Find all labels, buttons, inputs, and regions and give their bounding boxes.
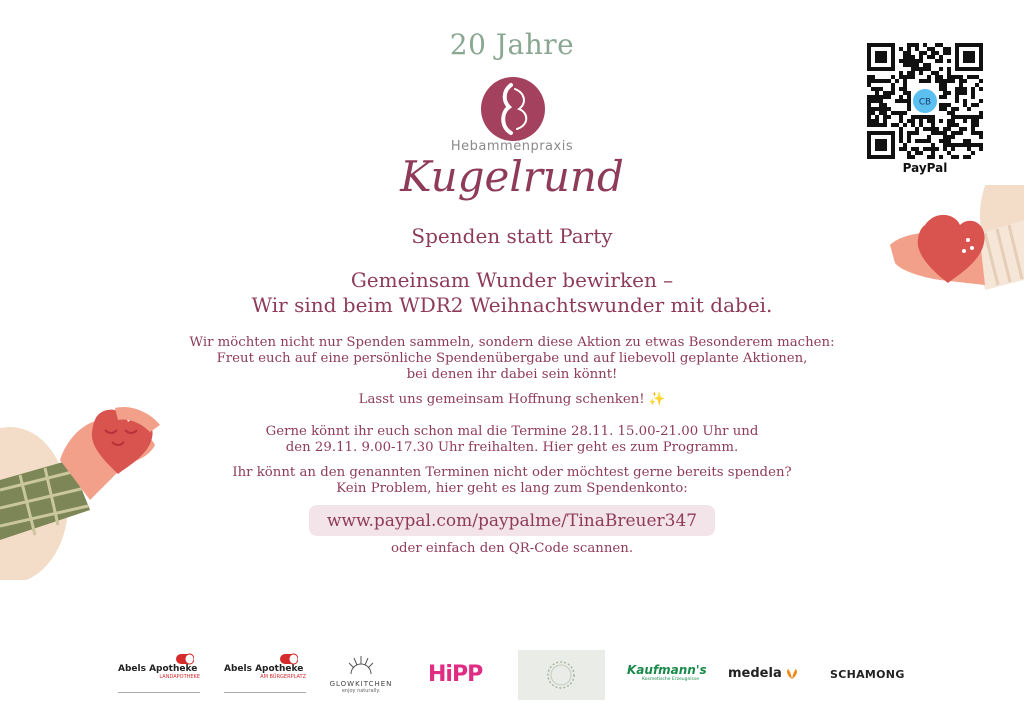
intro-paragraph bbox=[0, 335, 1024, 383]
paypal-qr-code[interactable] bbox=[867, 43, 983, 159]
subheadline bbox=[0, 268, 1024, 318]
qr-code-graphic bbox=[867, 43, 983, 159]
sponsor-abels-landapotheke bbox=[118, 653, 200, 701]
subheadline-line-2: Wir sind beim WDR2 Weihnachtswunder mit dabei. bbox=[251, 293, 773, 317]
intro-line-3: bei denen ihr dabei sein könnt! bbox=[406, 367, 618, 382]
sponsor-medela bbox=[728, 666, 799, 681]
logo-script-name: Kugelrund bbox=[400, 152, 624, 201]
donate-line-2: Kein Problem, hier geht es lang zum Spendenkonto: bbox=[336, 481, 688, 496]
wreath-icon bbox=[518, 650, 605, 700]
sponsor-subtitle: enjoy naturally. bbox=[341, 688, 381, 694]
sponsor-divider bbox=[224, 692, 306, 701]
sponsor-glowkitchen bbox=[326, 654, 396, 694]
subheadline-line-1: Gemeinsam Wunder bewirken – bbox=[350, 268, 674, 292]
logo-mark bbox=[481, 77, 545, 141]
sponsor-name: Kaufmann's bbox=[627, 663, 707, 677]
logo-subtitle: Hebammenpraxis bbox=[450, 139, 574, 154]
sponsor-subtitle: AM BÜRGERPLATZ bbox=[260, 674, 306, 680]
donate-paragraph bbox=[0, 465, 1024, 497]
sponsor-schamong bbox=[830, 668, 905, 681]
sponsor-kaufmanns bbox=[627, 663, 707, 682]
dates-line-1: Gerne könnt ihr euch schon mal die Termine 28.11. 15.00-21.00 Uhr und bbox=[265, 424, 759, 439]
medela-leaf-icon bbox=[785, 668, 799, 680]
qr-hint: oder einfach den QR-Code scannen. bbox=[390, 541, 634, 556]
pill-icon bbox=[176, 653, 194, 665]
donate-line-1: Ihr könnt an den genannten Terminen nicht oder möchtest gerne bereits spenden? bbox=[232, 465, 792, 480]
sponsor-hipp bbox=[428, 662, 482, 687]
sponsor-name: SCHAMONG bbox=[830, 668, 905, 681]
intro-line-1: Wir möchten nicht nur Spenden sammeln, sondern diese Aktion zu etwas Besonderem machen: bbox=[189, 335, 835, 350]
sponsor-name: Abels Apotheke bbox=[224, 664, 304, 674]
sponsor-abels-buergerplatz bbox=[224, 653, 306, 701]
sponsor-name: GLOWKITCHEN bbox=[329, 680, 393, 688]
dates-paragraph bbox=[0, 424, 1024, 456]
sponsor-name: Abels Apotheke bbox=[118, 664, 198, 674]
intro-line-2: Freut euch auf eine persönliche Spendenübergabe und auf liebevoll geplante Aktionen, bbox=[216, 351, 808, 366]
paypal-caption: PayPal bbox=[902, 161, 948, 175]
sponsor-subtitle: LANDAPOTHEKE bbox=[159, 674, 200, 680]
sponsor-wreath-logo bbox=[518, 650, 605, 700]
pill-icon bbox=[280, 653, 298, 665]
pregnant-silhouette-icon bbox=[481, 77, 545, 141]
qr-center-label: CB bbox=[918, 97, 932, 108]
dates-line-2: den 29.11. 9.00-17.30 Uhr freihalten. Hier geht es zum Programm. bbox=[285, 440, 739, 455]
sponsor-name: HiPP bbox=[428, 662, 483, 687]
paypal-link[interactable]: www.paypal.com/paypalme/TinaBreuer347 bbox=[309, 505, 715, 536]
sponsor-divider bbox=[118, 692, 200, 701]
anniversary-title: 20 Jahre bbox=[449, 28, 575, 61]
headline: Spenden statt Party bbox=[411, 224, 613, 248]
hope-paragraph: Lasst uns gemeinsam Hoffnung schenken! ✨ bbox=[358, 392, 666, 407]
sun-icon bbox=[348, 654, 374, 676]
sponsor-subtitle: Kosmetische Erzeugnisse bbox=[642, 677, 699, 682]
sponsor-name: medela bbox=[728, 666, 782, 681]
